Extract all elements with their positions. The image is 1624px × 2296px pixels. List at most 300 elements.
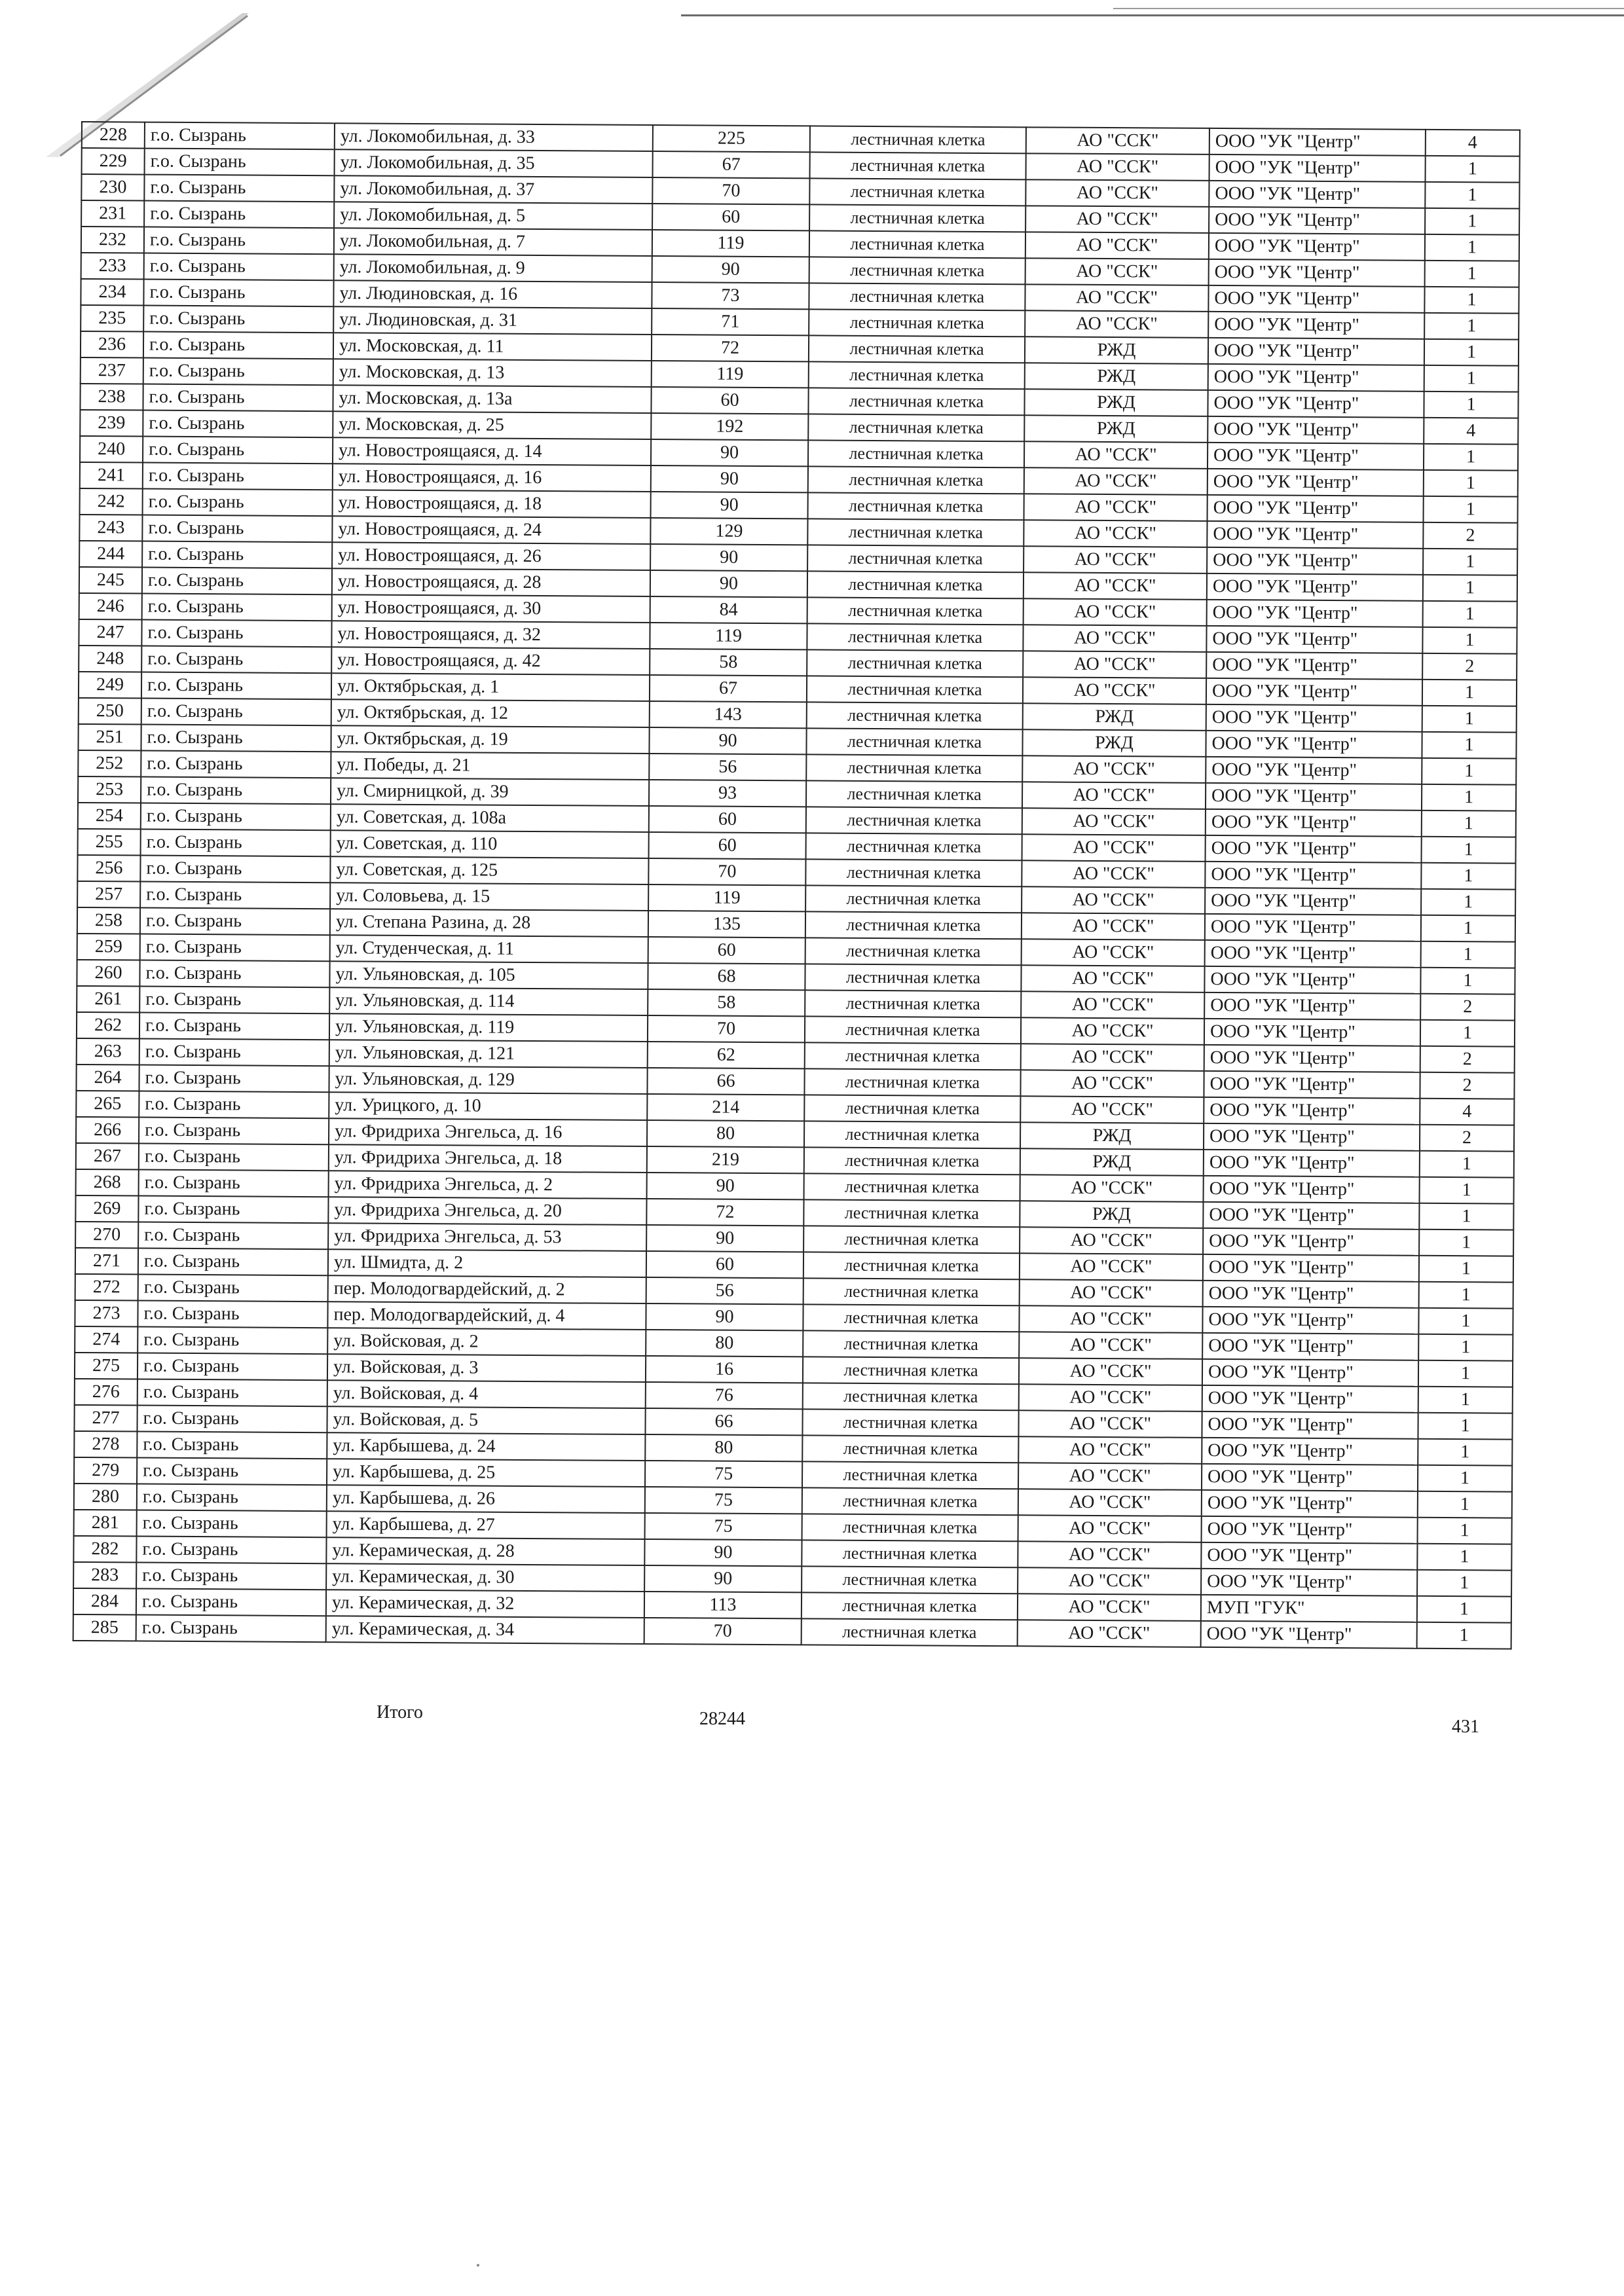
owner-cell: АО "ССК" [1021, 1017, 1204, 1045]
city-cell: г.о. Сызрань [144, 201, 334, 228]
owner-cell: АО "ССК" [1022, 782, 1206, 809]
management-company-cell: ООО "УК "Центр" [1202, 1438, 1418, 1465]
row-number: 272 [75, 1274, 138, 1301]
row-number: 273 [75, 1300, 138, 1327]
owner-cell: АО "ССК" [1025, 232, 1209, 259]
count-cell: 1 [1418, 1387, 1513, 1413]
row-number: 263 [77, 1038, 139, 1065]
address-cell: ул. Войсковая, д. 3 [327, 1354, 646, 1382]
management-company-cell: ООО "УК "Центр" [1208, 495, 1424, 522]
address-cell: ул. Фридриха Энгельса, д. 16 [329, 1118, 647, 1146]
address-cell: ул. Московская, д. 11 [333, 333, 652, 361]
address-cell: ул. Людиновская, д. 16 [333, 280, 652, 308]
address-cell: ул. Советская, д. 108а [331, 804, 649, 832]
city-cell: г.о. Сызрань [141, 803, 331, 831]
management-company-cell: ООО "УК "Центр" [1205, 862, 1421, 889]
area-cell: 70 [644, 1618, 802, 1645]
location-type-cell: лестничная клетка [809, 178, 1025, 206]
owner-cell: АО "ССК" [1018, 1489, 1202, 1516]
area-cell: 119 [648, 884, 805, 911]
row-number: 235 [81, 305, 143, 332]
location-type-cell: лестничная клетка [809, 204, 1025, 232]
row-number: 274 [75, 1326, 138, 1353]
count-cell: 1 [1419, 1282, 1513, 1309]
management-company-cell: ООО "УК "Центр" [1206, 757, 1422, 784]
address-cell: ул. Смирницкой, д. 39 [331, 778, 649, 806]
owner-cell: АО "ССК" [1020, 1096, 1204, 1123]
count-cell: 1 [1424, 392, 1518, 418]
owner-cell: АО "ССК" [1020, 1227, 1203, 1254]
address-cell: ул. Фридриха Энгельса, д. 2 [329, 1171, 647, 1199]
city-cell: г.о. Сызрань [136, 1615, 326, 1643]
count-cell: 2 [1420, 1072, 1514, 1099]
row-number: 236 [81, 331, 143, 358]
location-type-cell: лестничная клетка [808, 388, 1024, 415]
city-cell: г.о. Сызрань [141, 725, 331, 752]
area-cell: 84 [650, 596, 807, 623]
city-cell: г.о. Сызрань [143, 332, 333, 359]
count-cell: 4 [1420, 1099, 1514, 1125]
location-type-cell: лестничная клетка [803, 1304, 1019, 1332]
management-company-cell: ООО "УК "Центр" [1208, 443, 1424, 470]
city-cell: г.о. Сызрань [143, 489, 333, 517]
area-cell: 72 [646, 1199, 803, 1226]
city-cell: г.о. Сызрань [145, 122, 335, 150]
city-cell: г.о. Сызрань [143, 306, 333, 333]
count-cell: 1 [1418, 1465, 1512, 1492]
location-type-cell: лестничная клетка [809, 230, 1025, 258]
management-company-cell: ООО "УК "Центр" [1204, 1045, 1420, 1072]
management-company-cell: ООО "УК "Центр" [1202, 1412, 1418, 1439]
owner-cell: АО "ССК" [1018, 1541, 1201, 1569]
location-type-cell: лестничная клетка [802, 1566, 1018, 1594]
management-company-cell: ООО "УК "Центр" [1204, 1150, 1420, 1177]
address-cell: пер. Молодогвардейский, д. 2 [328, 1275, 646, 1303]
location-type-cell: лестничная клетка [806, 780, 1022, 808]
owner-cell: АО "ССК" [1018, 1410, 1202, 1438]
scan-edge-line [1113, 8, 1624, 9]
area-cell: 90 [651, 492, 808, 519]
address-cell: ул. Соловьева, д. 15 [330, 883, 648, 911]
address-cell: ул. Ульяновская, д. 119 [329, 1013, 648, 1042]
city-cell: г.о. Сызрань [138, 1222, 328, 1250]
management-company-cell: ООО "УК "Центр" [1202, 1385, 1418, 1413]
area-cell: 80 [646, 1330, 803, 1357]
city-cell: г.о. Сызрань [138, 1327, 327, 1355]
count-cell: 1 [1422, 732, 1516, 759]
count-cell: 1 [1425, 261, 1519, 287]
owner-cell: АО "ССК" [1020, 1175, 1204, 1202]
owner-cell: АО "ССК" [1023, 677, 1206, 704]
area-cell: 72 [652, 335, 809, 361]
row-number: 245 [79, 567, 142, 594]
count-cell: 1 [1420, 1151, 1514, 1178]
row-number: 260 [77, 960, 139, 987]
city-cell: г.о. Сызрань [137, 1432, 327, 1459]
count-cell: 1 [1425, 208, 1519, 235]
count-cell: 1 [1419, 1256, 1513, 1283]
location-type-cell: лестничная клетка [806, 807, 1022, 834]
count-cell: 1 [1422, 837, 1516, 864]
location-type-cell: лестничная клетка [809, 335, 1025, 363]
owner-cell: АО "ССК" [1022, 834, 1206, 862]
count-cell: 1 [1422, 706, 1517, 733]
management-company-cell: ООО "УК "Центр" [1208, 364, 1424, 392]
location-type-cell: лестничная клетка [803, 1226, 1020, 1253]
area-cell: 119 [652, 230, 809, 257]
city-cell: г.о. Сызрань [137, 1458, 327, 1485]
city-cell: г.о. Сызрань [137, 1510, 327, 1538]
address-cell: ул. Московская, д. 13а [333, 385, 651, 413]
management-company-cell: ООО "УК "Центр" [1209, 259, 1425, 287]
owner-cell: АО "ССК" [1024, 467, 1208, 495]
location-type-cell: лестничная клетка [803, 1199, 1020, 1227]
scan-edge-line [681, 14, 1624, 16]
management-company-cell: ООО "УК "Центр" [1204, 1019, 1420, 1046]
count-cell: 1 [1418, 1518, 1512, 1544]
count-cell: 1 [1421, 915, 1515, 942]
count-cell: 1 [1421, 863, 1515, 890]
owner-cell: РЖД [1025, 337, 1208, 364]
location-type-cell: лестничная клетка [802, 1487, 1018, 1515]
area-cell: 16 [646, 1356, 803, 1383]
owner-cell: РЖД [1020, 1201, 1203, 1228]
location-type-cell: лестничная клетка [803, 1383, 1019, 1410]
count-cell: 1 [1424, 444, 1518, 471]
area-cell: 80 [645, 1434, 802, 1461]
area-cell: 60 [651, 387, 808, 414]
area-cell: 90 [650, 544, 807, 571]
address-cell: ул. Локомобильная, д. 5 [334, 202, 652, 230]
location-type-cell: лестничная клетка [807, 623, 1023, 651]
address-cell: ул. Советская, д. 125 [330, 856, 648, 884]
owner-cell: АО "ССК" [1025, 284, 1208, 312]
city-cell: г.о. Сызрань [136, 1537, 326, 1564]
count-cell: 4 [1426, 130, 1520, 156]
owner-cell: АО "ССК" [1018, 1463, 1202, 1490]
owner-cell: АО "ССК" [1023, 625, 1206, 652]
city-cell: г.о. Сызрань [141, 829, 331, 857]
area-cell: 75 [645, 1513, 802, 1540]
city-cell: г.о. Сызрань [139, 1091, 329, 1119]
scan-speck [477, 2264, 479, 2267]
city-cell: г.о. Сызрань [142, 515, 332, 543]
address-cell: ул. Локомобильная, д. 37 [334, 175, 652, 204]
city-cell: г.о. Сызрань [141, 699, 331, 726]
management-company-cell: ООО "УК "Центр" [1204, 966, 1420, 994]
city-cell: г.о. Сызрань [143, 358, 333, 386]
address-cell: ул. Карбышева, д. 25 [327, 1459, 645, 1487]
address-cell: ул. Московская, д. 13 [333, 359, 652, 387]
address-cell: ул. Войсковая, д. 5 [327, 1406, 645, 1434]
city-cell: г.о. Сызрань [143, 384, 333, 412]
location-type-cell: лестничная клетка [809, 257, 1025, 284]
location-type-cell: лестничная клетка [802, 1540, 1018, 1567]
city-cell: г.о. Сызрань [143, 463, 333, 490]
count-cell: 1 [1425, 182, 1519, 209]
address-cell: ул. Локомобильная, д. 7 [334, 228, 652, 256]
management-company-cell: ООО "УК "Центр" [1203, 1281, 1419, 1308]
row-number: 283 [73, 1562, 136, 1589]
location-type-cell: лестничная клетка [807, 597, 1024, 625]
city-cell: г.о. Сызрань [142, 594, 332, 621]
area-cell: 90 [644, 1539, 802, 1566]
count-cell: 1 [1418, 1334, 1513, 1361]
location-type-cell: лестничная клетка [807, 702, 1023, 729]
city-cell: г.о. Сызрань [143, 437, 333, 464]
area-cell: 58 [648, 989, 805, 1016]
owner-cell: АО "ССК" [1026, 153, 1209, 181]
location-type-cell: лестничная клетка [806, 754, 1022, 782]
owner-cell: АО "ССК" [1025, 310, 1208, 338]
owner-cell: АО "ССК" [1018, 1515, 1202, 1542]
location-type-cell: лестничная клетка [803, 1252, 1020, 1279]
row-number: 228 [82, 122, 145, 149]
owner-cell: АО "ССК" [1026, 127, 1209, 155]
city-cell: г.о. Сызрань [142, 568, 332, 595]
location-type-cell: лестничная клетка [804, 1147, 1020, 1175]
row-number: 275 [75, 1353, 138, 1379]
row-number: 244 [79, 541, 142, 568]
owner-cell: АО "ССК" [1020, 1070, 1204, 1097]
management-company-cell: ООО "УК "Центр" [1205, 888, 1421, 915]
area-cell: 58 [650, 649, 807, 676]
address-cell: ул. Новостроящаяся, д. 14 [333, 437, 651, 465]
area-cell: 80 [647, 1120, 804, 1147]
location-type-cell: лестничная клетка [806, 833, 1022, 860]
row-number: 258 [77, 907, 140, 934]
owner-cell: АО "ССК" [1022, 939, 1205, 966]
area-cell: 62 [648, 1042, 805, 1068]
address-cell: ул. Советская, д. 110 [331, 830, 649, 858]
row-number: 237 [81, 357, 143, 384]
location-type-cell: лестничная клетка [805, 859, 1022, 886]
owner-cell: АО "ССК" [1025, 206, 1209, 233]
management-company-cell: ООО "УК "Центр" [1208, 469, 1424, 496]
management-company-cell: МУП "ГУК" [1201, 1595, 1417, 1622]
location-type-cell: лестничная клетка [805, 964, 1021, 991]
owner-cell: АО "ССК" [1024, 598, 1207, 626]
management-company-cell: ООО "УК "Центр" [1204, 1071, 1420, 1099]
management-company-cell: ООО "УК "Центр" [1208, 285, 1424, 313]
location-type-cell: лестничная клетка [804, 1121, 1020, 1148]
row-number: 284 [73, 1588, 136, 1615]
city-cell: г.о. Сызрань [143, 280, 333, 307]
location-type-cell: лестничная клетка [804, 1173, 1020, 1201]
count-cell: 1 [1417, 1622, 1511, 1649]
location-type-cell: лестничная клетка [803, 1330, 1019, 1358]
owner-cell: АО "ССК" [1024, 546, 1207, 574]
location-type-cell: лестничная клетка [810, 126, 1026, 153]
management-company-cell: ООО "УК "Центр" [1206, 809, 1422, 837]
location-type-cell: лестничная клетка [804, 1095, 1020, 1122]
area-cell: 90 [651, 439, 808, 466]
location-type-cell: лестничная клетка [804, 1068, 1020, 1096]
owner-cell: АО "ССК" [1022, 886, 1205, 914]
city-cell: г.о. Сызрань [141, 777, 331, 805]
area-cell: 70 [652, 177, 809, 204]
count-cell: 1 [1425, 234, 1519, 261]
address-cell: ул. Ульяновская, д. 114 [329, 987, 648, 1015]
count-cell: 1 [1424, 287, 1519, 314]
management-company-cell: ООО "УК "Центр" [1202, 1490, 1418, 1518]
count-cell: 4 [1424, 418, 1518, 445]
address-cell: ул. Ульяновская, д. 105 [329, 961, 648, 989]
row-number: 248 [79, 646, 141, 672]
city-cell: г.о. Сызрань [138, 1301, 327, 1328]
city-cell: г.о. Сызрань [139, 1170, 329, 1197]
owner-cell: АО "ССК" [1025, 179, 1209, 207]
owner-cell: АО "ССК" [1021, 1044, 1204, 1071]
count-cell: 1 [1420, 968, 1515, 994]
row-number: 268 [76, 1169, 139, 1196]
address-cell: ул. Войсковая, д. 4 [327, 1380, 646, 1408]
count-cell: 1 [1417, 1596, 1511, 1623]
owner-cell: РЖД [1020, 1122, 1204, 1150]
owner-cell: АО "ССК" [1019, 1305, 1202, 1333]
management-company-cell: ООО "УК "Центр" [1206, 783, 1422, 811]
address-cell: ул. Московская, д. 25 [333, 411, 651, 439]
row-number: 252 [78, 750, 141, 777]
address-cell: ул. Людиновская, д. 31 [333, 306, 652, 335]
location-type-cell: лестничная клетка [802, 1435, 1018, 1463]
city-cell: г.о. Сызрань [141, 751, 331, 778]
total-label: Итого [377, 1702, 423, 1722]
location-type-cell: лестничная клетка [802, 1461, 1018, 1489]
address-cell: ул. Новостроящаяся, д. 28 [332, 568, 650, 596]
management-company-cell: ООО "УК "Центр" [1207, 574, 1423, 601]
count-cell: 1 [1422, 784, 1516, 811]
count-cell: 1 [1423, 575, 1517, 602]
address-cell: ул. Новостроящаяся, д. 16 [333, 464, 651, 492]
address-cell: ул. Ульяновская, д. 121 [329, 1040, 648, 1068]
count-cell: 1 [1422, 680, 1517, 706]
address-cell: ул. Новостроящаяся, д. 42 [331, 647, 650, 675]
area-cell: 119 [652, 361, 809, 388]
location-type-cell: лестничная клетка [805, 1016, 1021, 1044]
location-type-cell: лестничная клетка [807, 519, 1024, 546]
owner-cell: АО "ССК" [1022, 808, 1206, 835]
row-number: 259 [77, 934, 140, 960]
count-cell: 1 [1418, 1413, 1512, 1440]
row-number: 247 [79, 619, 141, 646]
area-cell: 119 [650, 623, 807, 649]
row-number: 243 [79, 515, 142, 541]
city-cell: г.о. Сызрань [138, 1196, 328, 1224]
row-number: 231 [81, 200, 144, 227]
owner-cell: РЖД [1024, 415, 1208, 443]
area-cell: 90 [652, 256, 809, 283]
management-company-cell: ООО "УК "Центр" [1209, 207, 1425, 234]
owner-cell: АО "ССК" [1020, 1279, 1203, 1307]
area-cell: 66 [645, 1408, 802, 1435]
count-cell: 1 [1419, 1203, 1513, 1230]
owner-cell: АО "ССК" [1025, 258, 1209, 285]
area-cell: 60 [648, 937, 805, 964]
row-number: 266 [76, 1117, 139, 1144]
owner-cell: РЖД [1023, 703, 1206, 731]
area-cell: 67 [653, 151, 810, 178]
management-company-cell: ООО "УК "Центр" [1202, 1516, 1418, 1544]
area-cell: 192 [651, 413, 808, 440]
owner-cell: АО "ССК" [1024, 494, 1208, 521]
owner-cell: АО "ССК" [1023, 651, 1206, 678]
count-cell: 1 [1419, 1230, 1513, 1256]
owner-cell: АО "ССК" [1020, 1253, 1203, 1281]
location-type-cell: лестничная клетка [807, 571, 1024, 598]
area-cell: 90 [650, 570, 807, 597]
management-company-cell: ООО "УК "Центр" [1202, 1359, 1418, 1387]
row-number: 277 [74, 1405, 137, 1432]
area-cell: 214 [647, 1094, 804, 1121]
row-number: 251 [78, 724, 141, 751]
location-type-cell: лестничная клетка [810, 152, 1026, 179]
owner-cell: АО "ССК" [1019, 1332, 1202, 1359]
area-cell: 90 [649, 727, 806, 754]
management-company-cell: ООО "УК "Центр" [1201, 1621, 1417, 1649]
city-cell: г.о. Сызрань [141, 620, 331, 647]
area-cell: 219 [647, 1146, 804, 1173]
management-company-cell: ООО "УК "Центр" [1204, 1097, 1420, 1125]
city-cell: г.о. Сызрань [136, 1563, 326, 1590]
owner-cell: АО "ССК" [1019, 1384, 1202, 1412]
count-cell: 1 [1418, 1360, 1513, 1387]
location-type-cell: лестничная клетка [807, 649, 1023, 677]
row-number: 254 [78, 803, 141, 829]
address-cell: ул. Октябрьская, д. 12 [331, 699, 650, 727]
count-cell: 1 [1424, 339, 1519, 366]
management-company-cell: ООО "УК "Центр" [1203, 1202, 1419, 1230]
city-cell: г.о. Сызрань [137, 1484, 327, 1512]
address-cell: ул. Карбышева, д. 26 [327, 1485, 645, 1513]
address-cell: ул. Локомобильная, д. 33 [335, 123, 653, 151]
row-number: 282 [73, 1536, 136, 1563]
address-cell: ул. Керамическая, д. 28 [326, 1537, 644, 1565]
city-cell: г.о. Сызрань [140, 934, 330, 962]
area-cell: 90 [644, 1565, 802, 1592]
owner-cell: АО "ССК" [1022, 756, 1206, 783]
area-cell: 75 [645, 1487, 802, 1514]
management-company-cell: ООО "УК "Центр" [1201, 1542, 1417, 1570]
owner-cell: РЖД [1020, 1148, 1204, 1176]
address-cell: ул. Фридриха Энгельса, д. 18 [329, 1144, 647, 1173]
city-cell: г.о. Сызрань [136, 1589, 326, 1616]
row-number: 271 [75, 1248, 138, 1275]
management-company-cell: ООО "УК "Центр" [1206, 704, 1422, 732]
management-company-cell: ООО "УК "Центр" [1202, 1307, 1418, 1334]
address-cell: ул. Фридриха Энгельса, д. 20 [328, 1197, 646, 1225]
management-company-cell: ООО "УК "Центр" [1204, 1176, 1420, 1203]
area-cell: 90 [647, 1173, 804, 1199]
city-cell: г.о. Сызрань [139, 987, 329, 1014]
city-cell: г.о. Сызрань [140, 882, 330, 909]
row-number: 229 [82, 148, 145, 175]
registry-table [73, 121, 1521, 1650]
management-company-cell: ООО "УК "Центр" [1207, 547, 1423, 575]
address-cell: ул. Ульяновская, д. 129 [329, 1066, 647, 1094]
area-cell: 225 [653, 125, 810, 152]
city-cell: г.о. Сызрань [142, 541, 332, 569]
area-cell: 70 [648, 1015, 805, 1042]
management-company-cell: ООО "УК "Центр" [1206, 626, 1422, 653]
count-cell: 1 [1417, 1570, 1511, 1597]
area-cell: 68 [648, 963, 805, 990]
city-cell: г.о. Сызрань [139, 1065, 329, 1093]
area-cell: 76 [646, 1382, 803, 1409]
city-cell: г.о. Сызрань [143, 410, 333, 438]
count-cell: 1 [1423, 601, 1517, 628]
city-cell: г.о. Сызрань [144, 253, 334, 281]
